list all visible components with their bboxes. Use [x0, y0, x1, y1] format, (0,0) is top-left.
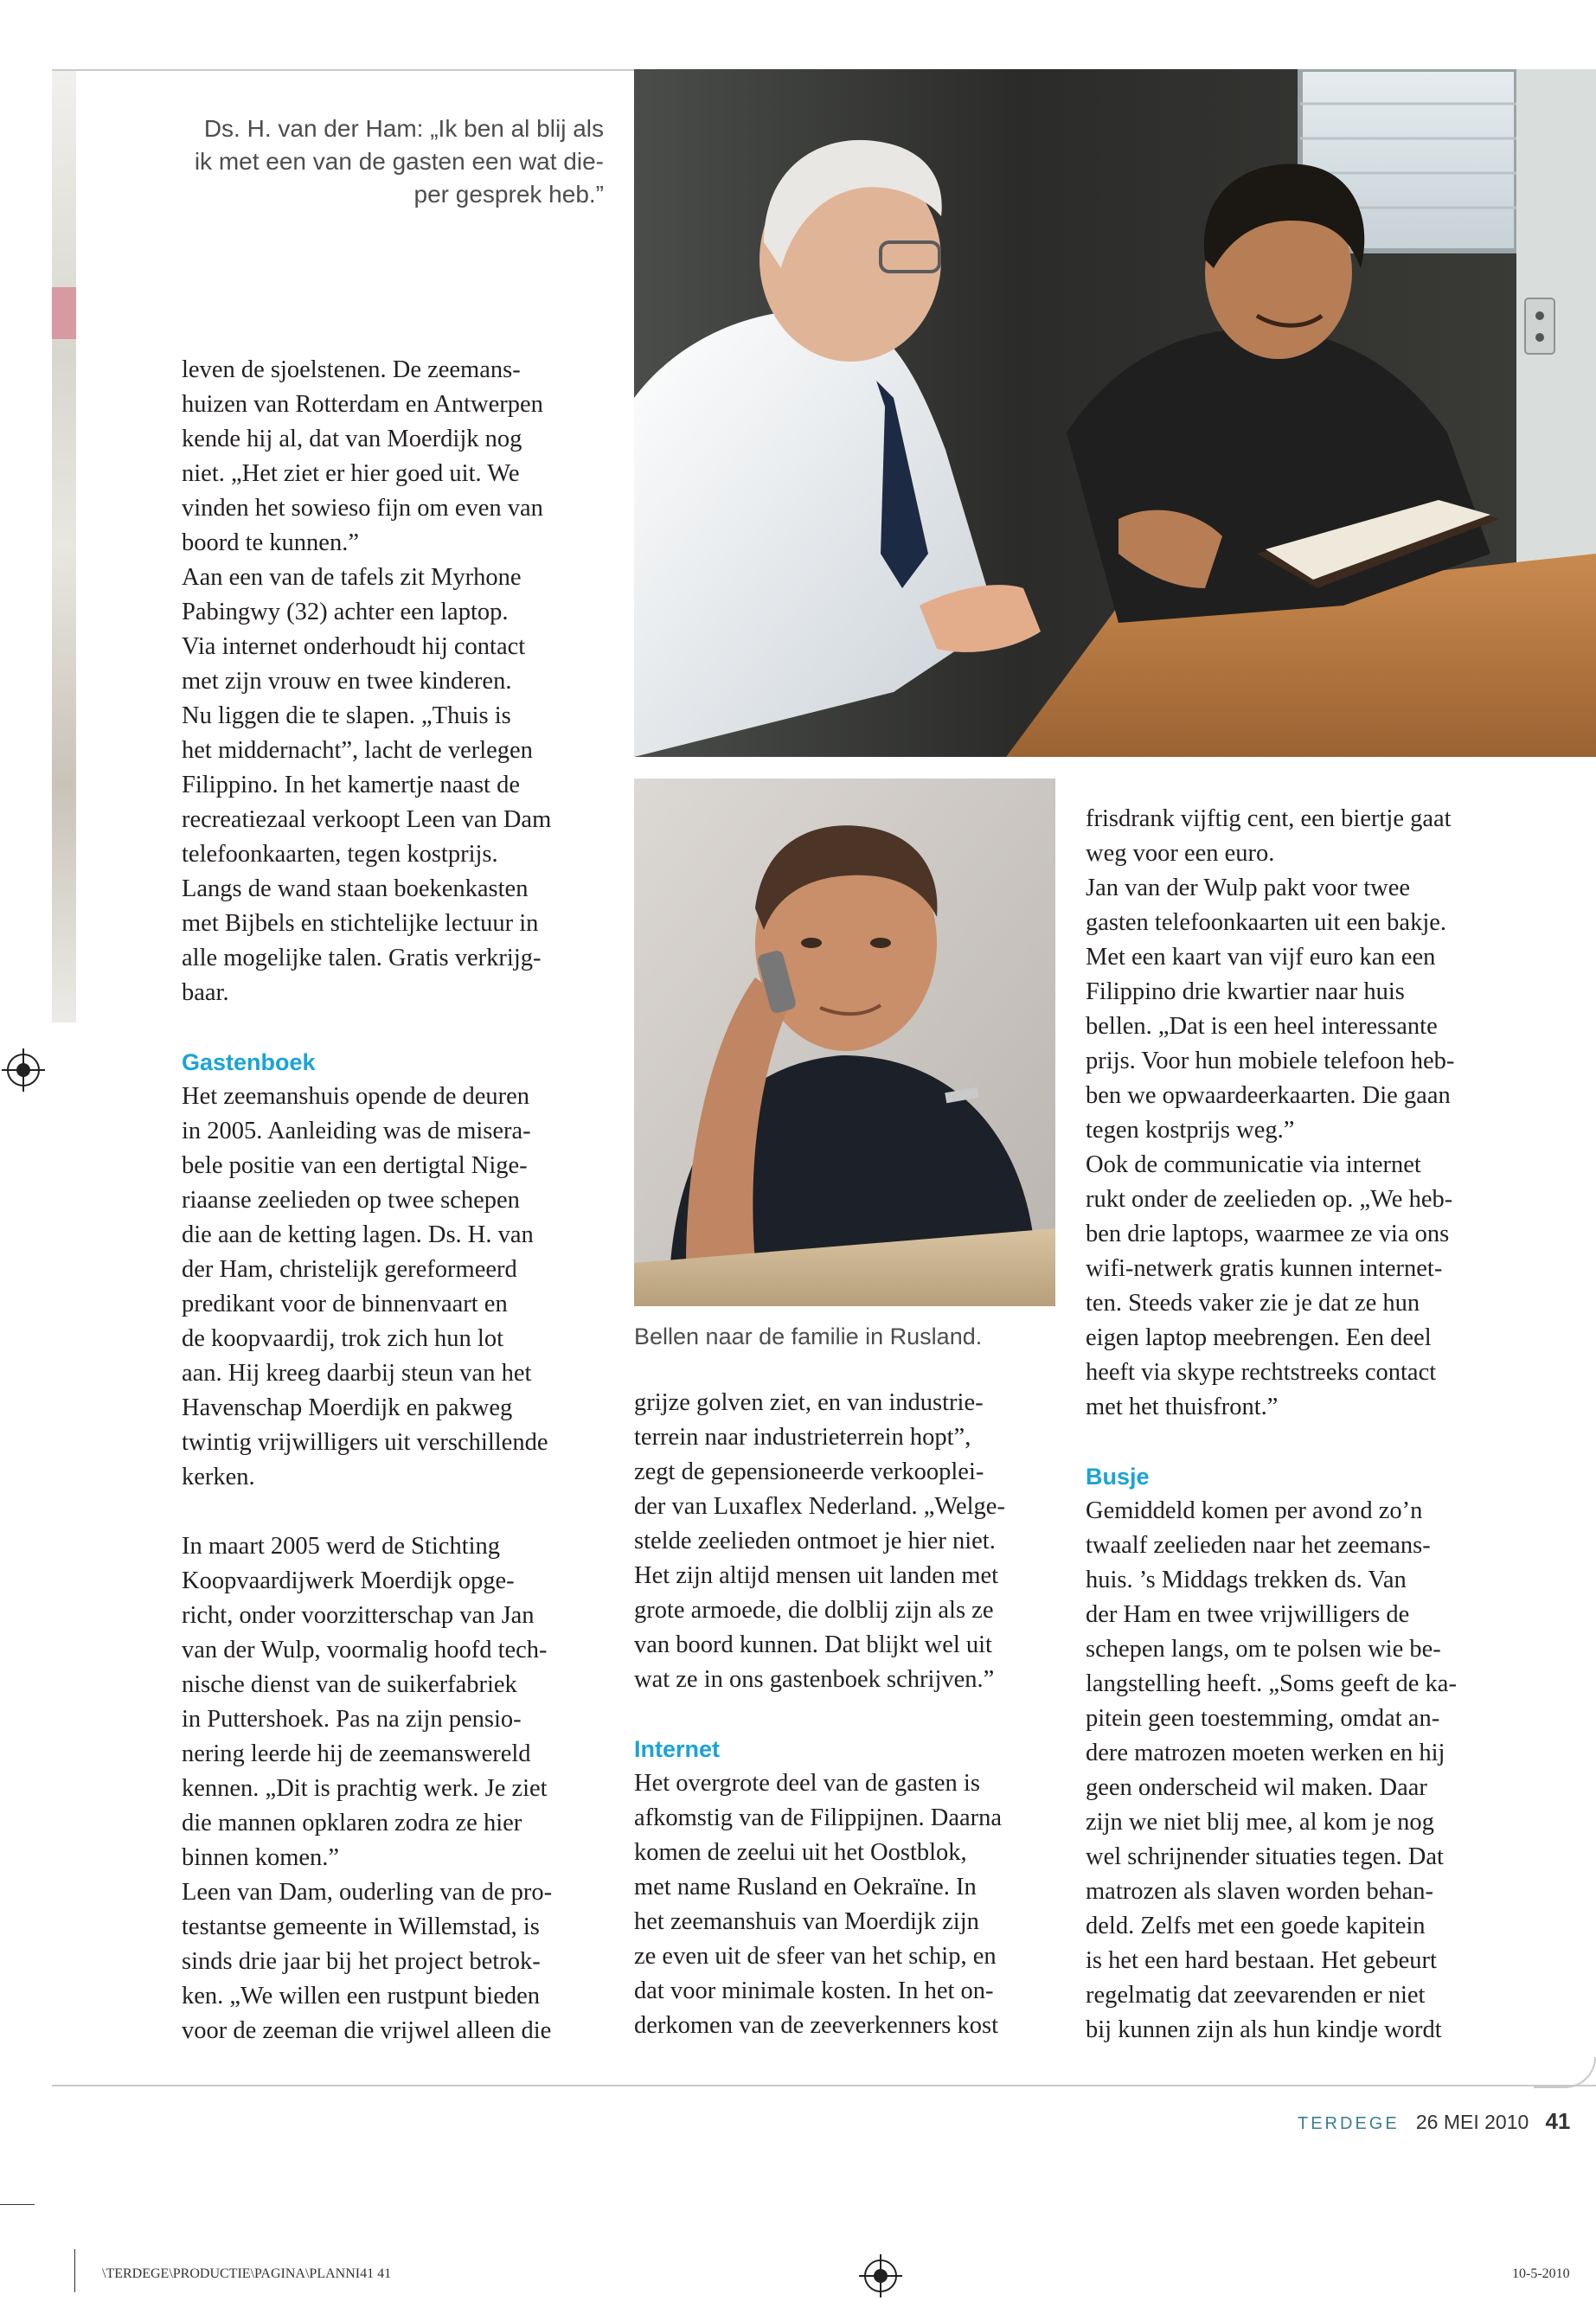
crop-mark: [74, 2249, 75, 2292]
text-line: ben drie laptops, waarmee ze via ons: [1086, 1221, 1450, 1247]
text-line: ben we opwaardeerkaarten. Die gaan: [1086, 1082, 1451, 1109]
section-heading-gastenboek: Gastenboek: [182, 1049, 316, 1075]
text-line: alle mogelijke talen. Gratis verkrijg-: [182, 945, 542, 971]
print-slug-date: 10-5-2010: [1512, 2266, 1570, 2281]
text-line: met het thuisfront.”: [1086, 1394, 1279, 1420]
page-corner-curve: [1534, 2057, 1596, 2088]
text-line: telefoonkaarten, tegen kostprijs.: [182, 841, 498, 868]
text-line: Filippino drie kwartier naar huis: [1086, 978, 1405, 1005]
text-line: ten. Steeds vaker zie je dat ze hun: [1086, 1290, 1420, 1317]
text-line: bele positie van een dertigtal Nige-: [182, 1152, 528, 1179]
text-line: Koopvaardijwerk Moerdijk opge-: [182, 1567, 515, 1594]
text-line: eigen laptop meebrengen. Een deel: [1086, 1324, 1432, 1351]
text-line: der van Luxaflex Nederland. „Welge-: [634, 1493, 1005, 1520]
text-line: grijze golven ziet, en van industrie-: [634, 1389, 984, 1416]
text-line: niet. „Het ziet er hier goed uit. We: [182, 460, 520, 487]
page-folio: [1298, 2108, 1596, 2137]
page-number: 41: [1545, 2108, 1571, 2134]
magazine-name: TERDEGE: [1298, 2114, 1400, 2133]
text-line: Pabingwy (32) achter een laptop.: [182, 599, 509, 625]
text-line: richt, onder voorzitterschap van Jan: [182, 1602, 535, 1629]
text-line: rukt onder de zeelieden op. „We heb-: [1086, 1186, 1453, 1213]
issue-date: 26 MEI 2010: [1415, 2111, 1529, 2133]
text-line: het middernacht”, lacht de verlegen: [182, 737, 533, 764]
text-line: geen onderscheid wil maken. Daar: [1086, 1774, 1427, 1801]
text-line: regelmatig dat zeevarenden er niet: [1086, 1982, 1426, 2009]
article-column-1: [182, 353, 614, 2048]
registration-mark-icon: [864, 2259, 897, 2292]
text-line: aan. Hij kreeg daarbij steun van het: [182, 1360, 532, 1387]
text-line: riaanse zeelieden op twee schepen: [182, 1187, 520, 1214]
text-line: bij kunnen zijn als hun kindje wordt: [1086, 2016, 1442, 2043]
text-line: met zijn vrouw en twee kinderen.: [182, 668, 512, 695]
text-line: Aan een van de tafels zit Myrhone: [182, 564, 522, 591]
photo-pastor-and-seaman: [634, 69, 1596, 757]
text-line: langstelling heeft. „Soms geeft de ka-: [1086, 1670, 1457, 1697]
registration-mark-icon: [7, 1054, 40, 1086]
text-line: baar.: [182, 979, 229, 1006]
text-line: bellen. „Dat is een heel interessante: [1086, 1013, 1438, 1040]
text-line: heeft via skype rechtstreeks contact: [1086, 1359, 1437, 1386]
text-line: schepen langs, om te polsen wie be-: [1086, 1636, 1441, 1663]
text-line: matrozen als slaven worden behan-: [1086, 1878, 1434, 1905]
text-line: Het zijn altijd mensen uit landen met: [634, 1562, 999, 1589]
text-line: ze even uit de sfeer van het schip, en: [634, 1943, 997, 1970]
text-line: huis. ’s Middags trekken ds. Van: [1086, 1567, 1407, 1593]
text-line: van boord kunnen. Dat blijkt wel uit: [634, 1631, 992, 1658]
article-column-2: [634, 1386, 1058, 2043]
crop-mark: [0, 2204, 35, 2205]
text-line: die mannen opklaren zodra ze hier: [182, 1810, 522, 1836]
pull-quote-line: per gesprek heb.”: [413, 181, 604, 208]
text-line: Filippino. In het kamertje naast de: [182, 772, 520, 798]
text-line: ken. „We willen een rustpunt bieden: [182, 1983, 540, 2009]
text-line: Havenschap Moerdijk en pakweg: [182, 1394, 513, 1421]
text-line: deld. Zelfs met een goede kapitein: [1086, 1913, 1426, 1939]
text-line: in Puttershoek. Pas na zijn pensio-: [182, 1706, 522, 1733]
text-line: komen de zeelui uit het Oostblok,: [634, 1839, 967, 1866]
photo-man-on-phone-illustration: [634, 779, 1055, 1306]
text-line: gasten telefoonkaarten uit een bakje.: [1086, 909, 1447, 936]
text-line: zegt de gepensioneerde verkooplei-: [634, 1458, 984, 1485]
pull-quote-line: ik met een van de gasten een wat die-: [194, 148, 604, 175]
text-line: der Ham en twee vrijwilligers de: [1086, 1601, 1410, 1628]
text-line: met name Rusland en Oekraïne. In: [634, 1874, 977, 1900]
photo-pastor-and-seaman-illustration: [634, 69, 1596, 757]
text-line: de koopvaardij, trok zich hun lot: [182, 1325, 503, 1352]
text-line: Via internet onderhoudt hij contact: [182, 633, 526, 660]
photo-edge-detail: [52, 287, 76, 339]
text-line: tegen kostprijs weg.”: [1086, 1117, 1295, 1144]
text-line: Ook de communicatie via internet: [1086, 1151, 1421, 1178]
text-line: pitein geen toestemming, omdat an-: [1086, 1705, 1440, 1732]
pull-quote: [147, 112, 604, 211]
text-line: In maart 2005 werd de Stichting: [182, 1533, 501, 1560]
text-line: voor de zeeman die vrijwel alleen die: [182, 2017, 552, 2044]
text-line: van der Wulp, voormalig hoofd tech-: [182, 1637, 548, 1663]
text-line: huizen van Rotterdam en Antwerpen: [182, 391, 543, 418]
text-line: in 2005. Aanleiding was de misera-: [182, 1118, 531, 1144]
text-line: Nu liggen die te slapen. „Thuis is: [182, 702, 511, 729]
text-line: Gemiddeld komen per avond zo’n: [1086, 1497, 1423, 1524]
text-line: Het overgrote deel van de gasten is: [634, 1770, 980, 1797]
text-line: weg voor een euro.: [1086, 840, 1275, 867]
text-line: het zeemanshuis van Moerdijk zijn: [634, 1908, 979, 1935]
section-heading-busje: Busje: [1086, 1464, 1150, 1490]
text-line: nering leerde hij de zeemanswereld: [182, 1740, 531, 1767]
page-frame-bottom: [52, 2085, 1596, 2086]
text-line: wel schrijnender situaties tegen. Dat: [1086, 1843, 1444, 1870]
text-line: afkomstig van de Filippijnen. Daarna: [634, 1804, 1003, 1831]
photo-man-on-phone: [634, 779, 1055, 1306]
text-line: grote armoede, die dolblij zijn als ze: [634, 1597, 994, 1624]
previous-page-photo-edge: [52, 71, 76, 1022]
photo-caption: Bellen naar de familie in Rusland.: [634, 1324, 983, 1349]
text-line: dere matrozen moeten werken en hij: [1086, 1740, 1445, 1766]
text-line: wat ze in ons gastenboek schrijven.”: [634, 1666, 995, 1693]
article-column-3: [1086, 802, 1518, 2048]
text-line: testantse gemeente in Willemstad, is: [182, 1913, 540, 1940]
text-line: wifi-netwerk gratis kunnen internet-: [1086, 1255, 1443, 1282]
text-line: twintig vrijwilligers uit verschillende: [182, 1429, 548, 1456]
print-slug-path: \TERDEGE\PRODUCTIE\PAGINA\PLANNI41 41: [102, 2266, 392, 2281]
text-line: Het zeemanshuis opende de deuren: [182, 1083, 530, 1110]
text-line: boord te kunnen.”: [182, 529, 359, 556]
text-line: Langs de wand staan boekenkasten: [182, 875, 529, 902]
text-line: binnen komen.”: [182, 1844, 340, 1871]
text-line: kende hij al, dat van Moerdijk nog: [182, 426, 522, 452]
text-line: frisdrank vijftig cent, een biertje gaat: [1086, 805, 1452, 832]
text-line: is het een hard bestaan. Het gebeurt: [1086, 1947, 1437, 1974]
text-line: Jan van der Wulp pakt voor twee: [1086, 875, 1411, 901]
text-line: prijs. Voor hun mobiele telefoon heb-: [1086, 1048, 1455, 1074]
text-line: vinden het sowieso fijn om even van: [182, 495, 543, 522]
pull-quote-line: Ds. H. van der Ham: „Ik ben al blij als: [203, 115, 604, 142]
text-line: twaalf zeelieden naar het zeemans-: [1086, 1532, 1431, 1559]
text-line: recreatiezaal verkoopt Leen van Dam: [182, 806, 552, 833]
text-line: kennen. „Dit is prachtig werk. Je ziet: [182, 1775, 548, 1802]
text-line: die aan de ketting lagen. Ds. H. van: [182, 1221, 534, 1248]
text-line: nische dienst van de suikerfabriek: [182, 1671, 517, 1698]
text-line: kerken.: [182, 1464, 255, 1490]
text-line: der Ham, christelijk gereformeerd: [182, 1256, 517, 1283]
text-line: stelde zeelieden ontmoet je hier niet.: [634, 1528, 996, 1554]
text-line: predikant voor de binnenvaart en: [182, 1291, 508, 1317]
text-line: terrein naar industrieterrein hopt”,: [634, 1424, 971, 1451]
text-line: leven de sjoelstenen. De zeemans-: [182, 356, 521, 383]
text-line: derkomen van de zeeverkenners kost: [634, 2012, 998, 2039]
text-line: dat voor minimale kosten. In het on-: [634, 1977, 994, 2004]
section-heading-internet: Internet: [634, 1736, 721, 1762]
text-line: met Bijbels en stichtelijke lectuur in: [182, 910, 539, 937]
text-line: zijn we niet blij mee, al kom je nog: [1086, 1809, 1434, 1836]
text-line: Met een kaart van vijf euro kan een: [1086, 944, 1436, 971]
text-line: Leen van Dam, ouderling van de pro-: [182, 1879, 553, 1906]
text-line: sinds drie jaar bij het project betrok-: [182, 1948, 541, 1975]
